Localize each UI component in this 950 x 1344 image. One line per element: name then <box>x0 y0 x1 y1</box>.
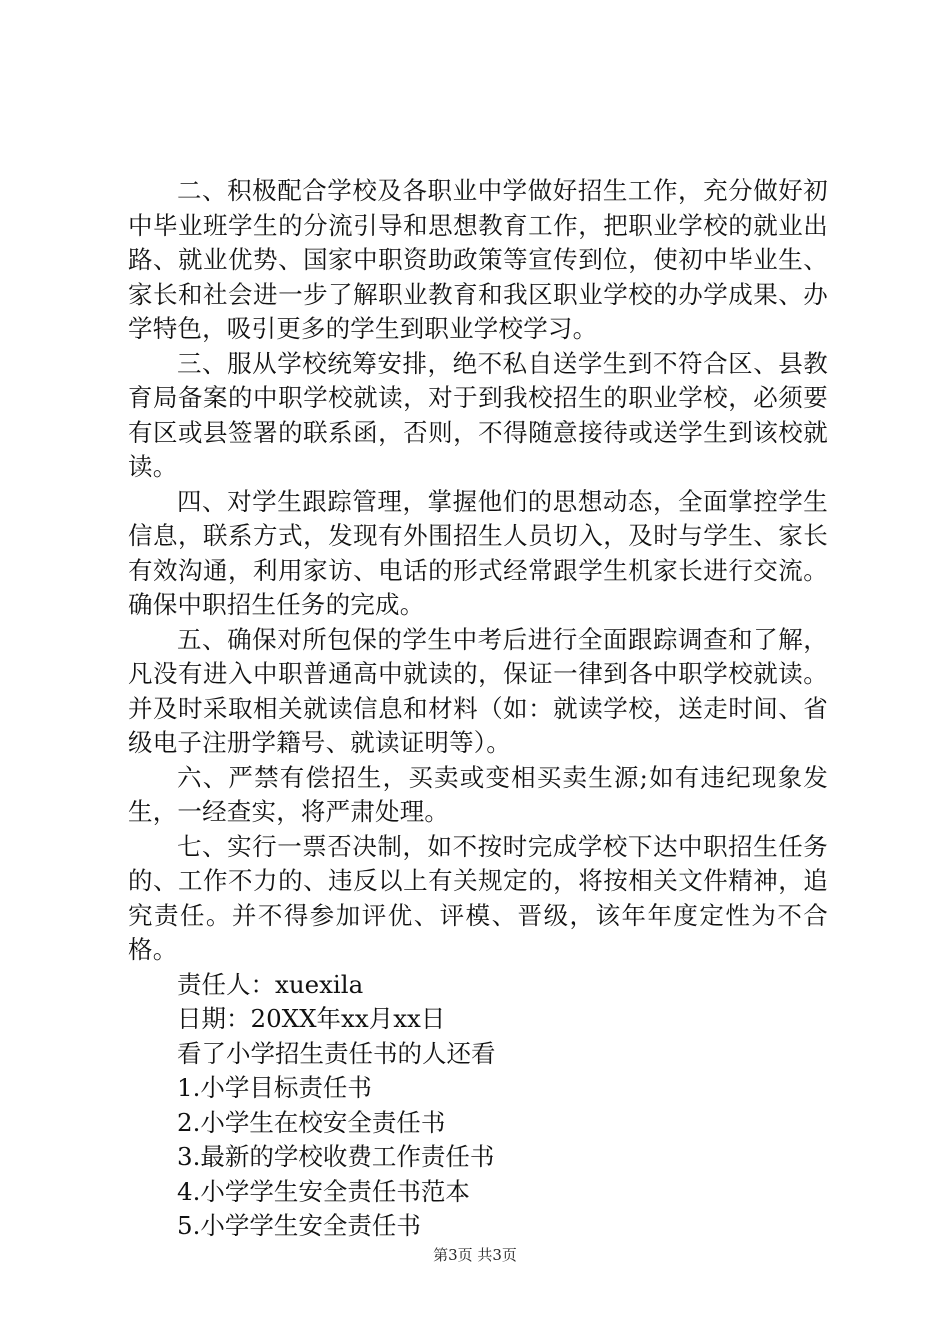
paragraph-6: 六、严禁有偿招生，买卖或变相买卖生源;如有违纪现象发生，一经查实，将严肃处理。 <box>128 762 828 826</box>
related-item-3[interactable]: 3.最新的学校收费工作责任书 <box>177 1142 495 1171</box>
paragraph-2: 二、积极配合学校及各职业中学做好招生工作，充分做好初中毕业班学生的分流引导和思想教育工作，把职业学校的就业出路、就业优势、国家中职资助政策等宣传到位，使初中毕业生、家长和社会进一步了解职业教育和我区职业学校的办学成果、办学特色，吸引更多的学生到职业学校学习。 <box>128 176 828 343</box>
responsible-person: 责任人：xuexila <box>177 969 364 999</box>
related-item-5[interactable]: 5.小学学生安全责任书 <box>177 1211 421 1240</box>
paragraph-5: 五、确保对所包保的学生中考后进行全面跟踪调查和了解，凡没有进入中职普通高中就读的，保证一律到各中职学校就读。并及时采取相关就读信息和材料（如：就读学校，送走时间、省级电子注册学籍号、就读证明等）。 <box>128 624 828 757</box>
page-number-footer: 第3页 共3页 <box>433 1246 517 1264</box>
paragraph-4: 四、对学生跟踪管理，掌握他们的思想动态，全面掌控学生信息，联系方式，发现有外围招生人员切入，及时与学生、家长有效沟通，利用家访、电话的形式经常跟学生机家长进行交流。确保中职招生任务的完成。 <box>128 486 828 619</box>
paragraph-7: 七、实行一票否决制，如不按时完成学校下达中职招生任务的、工作不力的、违反以上有关规定的，将按相关文件精神，追究责任。并不得参加评优、评模、晋级，该年年度定性为不合格。 <box>128 831 828 964</box>
related-item-1[interactable]: 1.小学目标责任书 <box>177 1073 372 1102</box>
related-item-2[interactable]: 2.小学生在校安全责任书 <box>177 1107 446 1137</box>
paragraph-3: 三、服从学校统筹安排，绝不私自送学生到不符合区、县教育局备案的中职学校就读，对于到我校招生的职业学校，必须要有区或县签署的联系函，否则，不得随意接待或送学生到该校就读。 <box>128 348 828 481</box>
document-body <box>128 174 828 1244</box>
related-item-4[interactable]: 4.小学学生安全责任书范本 <box>177 1176 470 1206</box>
document-date: 日期：20XX年xx月xx日 <box>177 1004 446 1033</box>
related-heading: 看了小学招生责任书的人还看 <box>177 1038 496 1068</box>
